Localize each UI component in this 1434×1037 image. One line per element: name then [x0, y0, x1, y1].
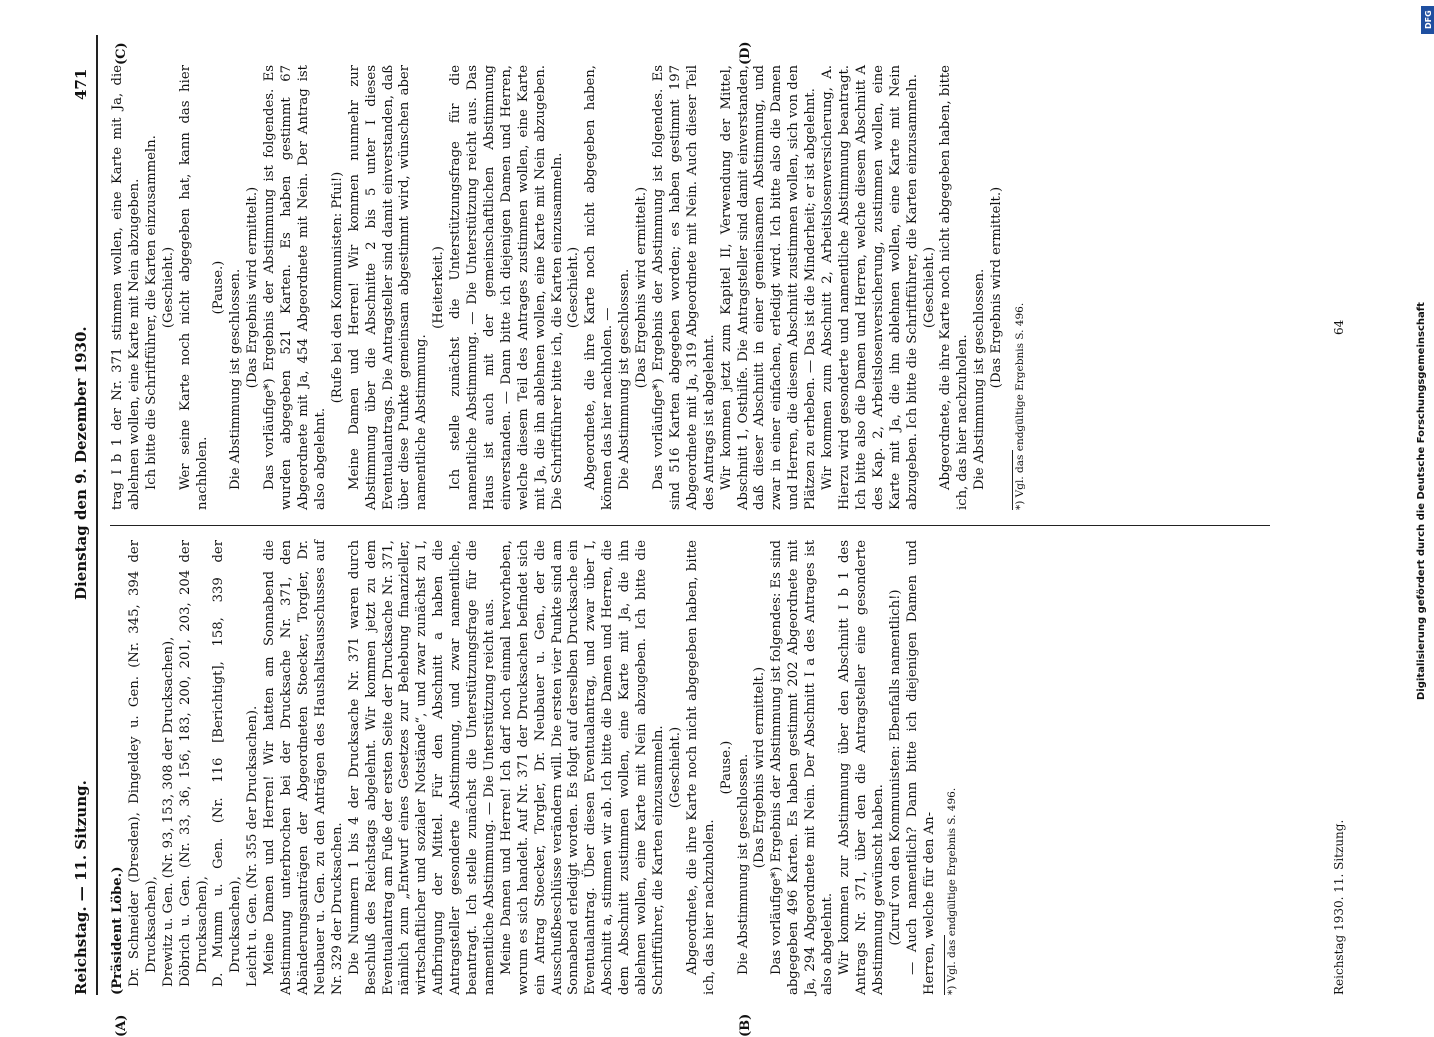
motion-entry: D. Mumm u. Gen. (Nr. 116 [Berichtigt], 158, 339 der Drucksachen), — [211, 540, 244, 987]
stage-direction: (Pause.) — [211, 260, 227, 315]
stage-direction: (Das Ergebnis wird ermittelt.) — [989, 186, 1005, 389]
paragraph: Ich stelle zunächst die Unterstützungsfrage für die namentliche Abstimmung. — Die Unterstützung reicht aus. Das Haus ist auch mit der gemeinschaftlichen Abstimmung einverstanden. — Dann bitte ich diejenigen Damen und Herren, welche diesem Teil des Antrages zustimmen wollen, eine Karte mit Ja, die ihn ablehnen wollen, eine Karte mit Nein abzugeben. Die Schriftführer bitte ich, die Karten einzusammeln. — [448, 65, 565, 510]
stage-direction: (Das Ergebnis wird ermittelt.) — [245, 186, 261, 389]
running-head-left: Reichstag. — 11. Sitzung. — [72, 780, 90, 995]
paragraph: Das vorläufige*) Ergebnis der Abstimmung ist folgendes. Es sind 516 Karten abgegeben worden; es haben gestimmt 197 Abgeordnete mit Ja, 319 Abgeordnete mit Nein. Auch dieser Teil des Antrags ist abgelehnt. — [651, 65, 717, 510]
paragraph: Das vorläufige*) Ergebnis der Abstimmung ist folgendes: Es sind abgegeben 496 Karten. Es haben gestimmt 202 Abgeordnete mit Ja, 294 Abgeordnete mit Nein. Der Abschnitt I a des Antrages ist also abgelehnt. — [769, 540, 836, 995]
stage-direction: (Zuruf von den Kommunisten: Ebenfalls namentlich!) — [887, 589, 903, 946]
footnote: *) Vgl. das endgültige Ergebnis S. 496. — [1014, 302, 1027, 510]
paragraph: Ich bitte die Schriftführer, die Karten einzusammeln. — [143, 135, 159, 490]
motion-entry: Leicht u. Gen. (Nr. 355 der Drucksachen). — [245, 705, 261, 987]
paragraph: Meine Damen und Herren! Wir hatten am Sonnabend die Abstimmung unterbrochen bei der Drucksache Nr. 371, den Abänderungsanträgen der Abgeordneten Stoecker, Torgler, Dr. Neubauer u. Gen. zu den Anträgen des Haushaltsausschusses auf Nr. 329 der Drucksachen. — [262, 540, 345, 995]
margin-letter-c: (C) — [114, 42, 129, 65]
paragraph: Die Nummern 1 bis 4 der Drucksache Nr. 371 waren durch Beschluß des Reichstags abgelehnt. Wir kommen jetzt zu dem Eventualantrag am Fuße der ersten Seite der Drucksache Nr. 371, nämlich zum „Entwurf eines Gesetzes zur Behebung finanzieller, wirtschaftlicher und sozialer Notstände“, und zwar zunächst zu I, Aufbringung der Mittel. Für den Abschnitt a haben die Antragsteller gesonderte Abstimmung, und zwar namentliche, beantragt. Ich stelle zunächst die Unterstützungsfrage für die namentliche Abstimmung. — Die Unterstützung reicht aus. — [346, 540, 497, 995]
document-page — [70, 35, 1360, 1037]
page-number: 471 — [72, 68, 90, 100]
paragraph: trag I b 1 der Nr. 371 stimmen wollen, eine Karte mit Ja, die ablehnen wollen, eine Karte mit Nein abzugeben. — [110, 65, 142, 510]
stage-direction: (Das Ergebnis wird ermittelt.) — [634, 186, 650, 389]
column-divider — [110, 525, 1270, 526]
stage-direction: (Rufe bei den Kommunisten: Pfui!) — [329, 171, 345, 404]
paragraph: Wir kommen jetzt zum Kapitel II, Verwendung der Mittel, Abschnitt 1, Osthilfe. Die Antragsteller sind damit einverstanden, daß dieser Abschnitt in einer gemeinsamen Abstimmung, und zwar in einer einfachen, erledigt wird. Ich bitte also die Damen und Herren, die diesem Abschnitt zustimmen wollen, sich von den Plätzen zu erheben. — Das ist die Minderheit; er ist abgelehnt. — [718, 65, 819, 510]
signature-line: Reichstag 1930. 11. Sitzung. — [1332, 819, 1346, 995]
paragraph: Wer seine Karte noch nicht abgegeben hat, kann das hier nachholen. — [177, 65, 210, 510]
motion-entry: Drewitz u. Gen. (Nr. 93, 153, 308 der Drucksachen), — [160, 636, 176, 987]
paragraph: Meine Damen und Herren! Wir kommen nunmehr zur Abstimmung über die Abschnitte 2 bis 5 unter I dieses Eventualantrags. Die Antragsteller sind damit einverstanden, daß über diese Punkte gemeinsam abgestimmt wird, wünschen aber namentliche Abstimmung. — [346, 65, 430, 510]
dfg-logo: DFG — [1421, 6, 1434, 34]
paragraph: Die Abstimmung ist geschlossen. — [617, 268, 633, 490]
header-rule — [96, 35, 98, 995]
paragraph: Die Abstimmung ist geschlossen. — [972, 268, 988, 490]
footnote: *) Vgl. das endgültige Ergebnis S. 496. — [946, 787, 959, 995]
paragraph: Abgeordnete, die ihre Karte noch nicht abgegeben haben, bitte ich, das hier nachzuholen. — [684, 540, 717, 995]
stage-direction: (Geschieht.) — [921, 246, 937, 329]
sheet-number: 64 — [1332, 319, 1346, 335]
stage-direction: (Geschieht.) — [160, 246, 176, 329]
digitization-credit: Digitalisierung gefördert durch die Deutsche Forschungsgemeinschaft — [1416, 302, 1427, 700]
motion-entry: Döbrich u. Gen. (Nr. 33, 36, 156, 183, 200, 201, 203, 204 der Drucksachen), — [177, 540, 210, 987]
paragraph: Abgeordnete, die ihre Karte noch nicht abgegeben haben, können das hier nachholen. — — [583, 65, 616, 510]
left-column — [110, 540, 959, 995]
president-label: (Präsident Löbe.) — [110, 866, 125, 995]
paragraph: — Auch namentlich? Dann bitte ich diejenigen Damen und Herren, welche für den An- — [904, 540, 937, 995]
stage-direction: (Pause.) — [718, 740, 734, 795]
paragraph: Abgeordnete, die ihre Karte noch nicht abgegeben haben, bitte ich, das hier nachzuholen. — [938, 65, 971, 510]
stage-direction: (Heiterkeit.) — [431, 246, 447, 329]
margin-letter-d: (D) — [738, 41, 753, 65]
paragraph: Wir kommen zum Abschnitt 2, Arbeitslosenversicherung, A. Hierzu wird gesonderte und namentliche Abstimmung beantragt. Ich bitte also die Damen und Herren, welche diesem Abschnitt A des Kap. 2, Arbeitslosenversicherung, zustimmen wollen, eine Karte mit Ja, die ihn ablehnen wollen, eine Karte mit Nein abzugeben. Ich bitte die Schriftführer, die Karten einzusammeln. — [820, 65, 920, 510]
running-head-date: Dienstag den 9. Dezember 1930. — [72, 326, 90, 600]
paragraph: Die Abstimmung ist geschlossen. — [228, 268, 244, 490]
margin-letter-b: (B) — [738, 1013, 753, 1037]
footnote-rule — [1012, 450, 1013, 510]
paragraph: Wir kommen zur Abstimmung über den Abschnitt I b 1 des Antrags Nr. 371, über den die Antragsteller eine gesonderte Abstimmung gewünscht haben. — [836, 540, 886, 995]
footnote-rule — [944, 935, 945, 995]
right-column — [110, 65, 1027, 510]
margin-letter-a: (A) — [114, 1014, 129, 1037]
motion-entry: Dr. Schneider (Dresden), Dingeldey u. Gen. (Nr. 345, 394 der Drucksachen), — [126, 540, 159, 987]
paragraph: Meine Damen und Herren! Ich darf noch einmal hervorheben, worum es sich handelt. Auf Nr. 371 der Drucksachen befindet sich ein Antrag Stoecker, Torgler, Dr. Neubauer u. Gen., der die Ausschußbeschlüsse verändern will. Die ersten vier Punkte sind am Sonnabend erledigt worden. Es folgt auf derselben Drucksache ein Eventualantrag. Über diesen Eventualantrag, und zwar über I, Abschnitt a, stimmen wir ab. Ich bitte die Damen und Herren, die dem Abschnitt zustimmen wollen, eine Karte mit Ja, die ihn ablehnen wollen, eine Karte mit Nein abzugeben. Ich bitte die Schriftführer, die Karten einzusammeln. — [498, 540, 666, 995]
paragraph: Die Abstimmung ist geschlossen. — [735, 753, 751, 975]
stage-direction: (Geschieht.) — [667, 726, 683, 809]
stage-direction: (Das Ergebnis wird ermittelt.) — [752, 666, 768, 869]
stage-direction: (Geschieht.) — [566, 246, 582, 329]
paragraph: Das vorläufige*) Ergebnis der Abstimmung ist folgendes. Es wurden abgegeben 521 Karten. Es haben gestimmt 67 Abgeordnete mit Ja, 454 Abgeordnete mit Nein. Der Antrag ist also abgelehnt. — [262, 65, 328, 510]
